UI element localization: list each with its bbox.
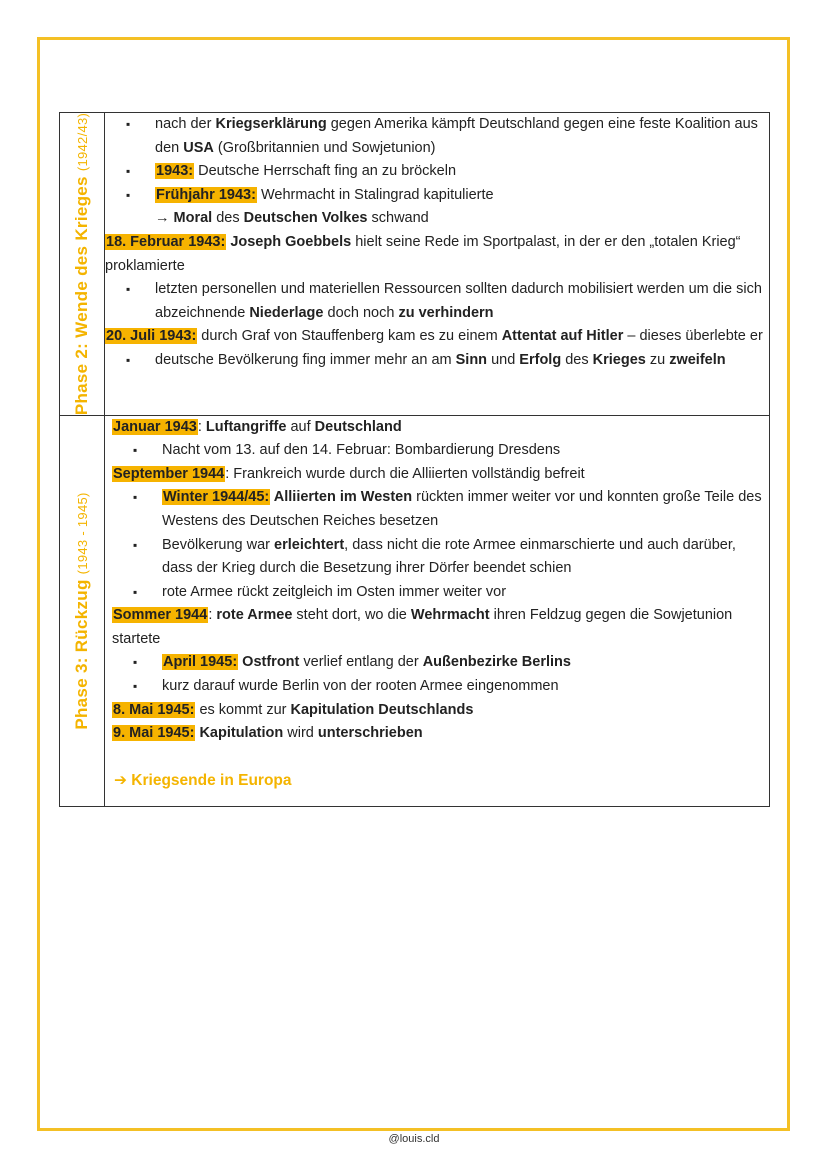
phase2-title: Phase 2: Wende des Krieges (1942/43) <box>72 112 91 415</box>
phase3-years: (1943 - 1945) <box>75 492 90 575</box>
phase2-bullet-3: ▪ Frühjahr 1943: Wehrmacht in Stalingrad kapitulierte <box>105 184 769 208</box>
footer-credit: @louis.cld <box>388 1133 440 1145</box>
phase3-bullet-2: ▪ Winter 1944/45: Alliierten im Westen rückten immer weiter vor und konnten große Teile des Westens des Deutschen Reiches besetzen <box>112 486 769 533</box>
phase3-paragraph-2: September 1944: Frankreich wurde durch die Alliierten vollständig befreit <box>113 465 585 482</box>
arrow-icon: → <box>155 210 174 227</box>
right-arrow-icon: ➔ <box>114 771 127 789</box>
phase3-label-cell <box>60 415 105 807</box>
phase2-bullet-4: ▪ letzten personellen und materiellen Ressourcen sollten dadurch mobilisiert werden um die sich abzeichnende Niederlage doch noch zu verhindern <box>105 278 769 325</box>
phase3-paragraph-1: Januar 1943: Luftangriffe auf Deutschland <box>113 418 402 435</box>
war-end-conclusion: ➔ Kriegsende in Europa <box>114 771 292 789</box>
phase3-paragraph-5: 9. Mai 1945: Kapitulation wird unterschrieben <box>113 725 423 742</box>
phase2-content <box>105 113 770 416</box>
phase3-paragraph-3: Sommer 1944: rote Armee steht dort, wo die Wehrmacht ihren Feldzug gegen die Sowjetunion startete <box>112 607 733 647</box>
phase3-bullet-5: ▪ April 1945: Ostfront verlief entlang der Außenbezirke Berlins <box>112 651 769 675</box>
phase2-paragraph-1: 18. Februar 1943: Joseph Goebbels hielt seine Rede im Sportpalast, in der er den „totalen Krieg“ proklamierte <box>105 233 741 274</box>
phase2-bullet-5: ▪ deutsche Bevölkerung fing immer mehr an am Sinn und Erfolg des Krieges zu zweifeln <box>105 349 769 373</box>
phase3-bullet-4: ▪ rote Armee rückt zeitgleich im Osten immer weiter vor <box>112 581 769 605</box>
phase3-paragraph-4: 8. Mai 1945: es kommt zur Kapitulation Deutschlands <box>113 701 474 718</box>
phase3-row <box>60 415 770 807</box>
phase3-bullet-1: ▪ Nacht vom 13. auf den 14. Februar: Bombardierung Dresdens <box>112 439 769 463</box>
phase2-bullet-2: ▪ 1943: Deutsche Herrschaft fing an zu bröckeln <box>105 160 769 184</box>
phase3-content <box>105 415 770 807</box>
phase2-arrow-line: → Moral des Deutschen Volkes schwand <box>155 210 429 227</box>
phase2-years: (1942/43) <box>75 112 90 171</box>
phase2-row <box>60 113 770 416</box>
phases-table <box>59 112 770 807</box>
phase2-paragraph-2: 20. Juli 1943: durch Graf von Stauffenberg kam es zu einem Attentat auf Hitler – dieses überlebte er <box>106 328 763 345</box>
phase3-bullet-3: ▪ Bevölkerung war erleichtert, dass nicht die rote Armee einmarschierte und auch darüber, dass der Krieg durch die Besetzung ihrer Dörfer beendet schien <box>112 534 769 581</box>
phase2-bullet-1: ▪ nach der Kriegserklärung gegen Amerika kämpft Deutschland gegen eine feste Koalition aus den USA (Großbritannien und Sowjetunion) <box>105 113 769 160</box>
phase3-title: Phase 3: Rückzug (1943 - 1945) <box>72 492 91 730</box>
phase2-label-cell <box>60 113 105 416</box>
phase3-bullet-6: ▪ kurz darauf wurde Berlin von der rooten Armee eingenommen <box>112 675 769 699</box>
